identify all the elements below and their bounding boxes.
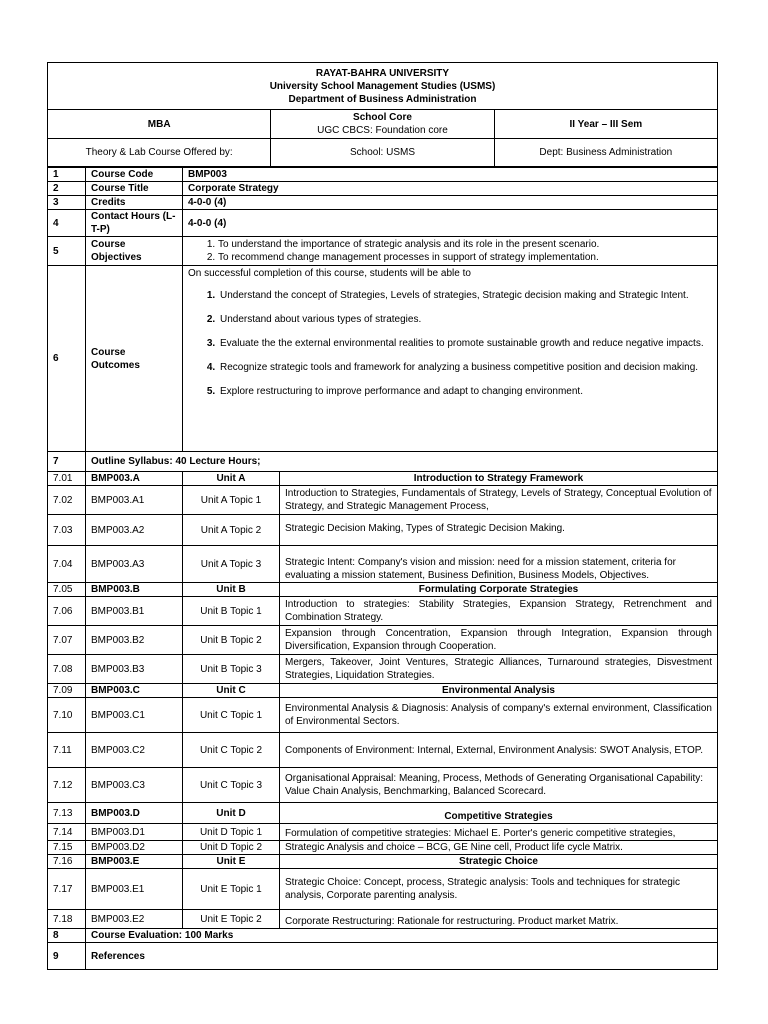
- contact-hours-value: 4-0-0 (4): [183, 210, 718, 237]
- school-core-cell: [271, 110, 494, 139]
- topic-name: Unit C Topic 3: [183, 768, 280, 803]
- topic-name: Unit E Topic 2: [183, 910, 280, 929]
- row-label: Course Title: [86, 182, 183, 196]
- row-number: 7: [48, 452, 86, 472]
- topic-name: Unit B Topic 1: [183, 597, 280, 626]
- unit-row: [48, 803, 718, 824]
- unit-title: Strategic Choice: [280, 855, 718, 869]
- row-number: 7.14: [48, 824, 86, 841]
- topic-name: Unit B Topic 3: [183, 655, 280, 684]
- unit-row: [48, 684, 718, 698]
- topic-name: Unit D Topic 2: [183, 841, 280, 855]
- row-number: 5: [48, 237, 86, 266]
- topic-name: Unit A Topic 2: [183, 515, 280, 546]
- row-number: 7.08: [48, 655, 86, 684]
- topic-name: Unit A Topic 3: [183, 546, 280, 583]
- topic-row: [48, 655, 718, 684]
- unit-code: BMP003.A: [86, 472, 183, 486]
- unit-name: Unit C: [183, 684, 280, 698]
- topic-row: [48, 869, 718, 910]
- course-title-row: [48, 182, 718, 196]
- row-number: 7.07: [48, 626, 86, 655]
- row-number: 7.02: [48, 486, 86, 515]
- topic-code: BMP003.A2: [86, 515, 183, 546]
- topic-code: BMP003.D1: [86, 824, 183, 841]
- row-number: 7.11: [48, 733, 86, 768]
- outcome-item: 2. Understand about various types of strategies.: [218, 312, 712, 327]
- course-code-value: BMP003: [183, 168, 718, 182]
- credits-value: 4-0-0 (4): [183, 196, 718, 210]
- topic-text: Formulation of competitive strategies: Michael E. Porter's generic competitive strategies,: [280, 824, 718, 841]
- topic-text: Strategic Decision Making, Types of Strategic Decision Making.: [280, 515, 718, 546]
- row-number: 7.09: [48, 684, 86, 698]
- row-number: 2: [48, 182, 86, 196]
- university-name: RAYAT-BAHRA UNIVERSITY: [315, 67, 450, 79]
- row-number: 7.06: [48, 597, 86, 626]
- topic-row: [48, 486, 718, 515]
- objective-item: 2. To recommend change management processes in support of strategy implementation.: [218, 251, 712, 264]
- offered-by-cell: Theory & Lab Course Offered by:: [48, 139, 271, 167]
- row-number: 7.17: [48, 869, 86, 910]
- contact-hours-row: [48, 210, 718, 237]
- unit-row: [48, 472, 718, 486]
- unit-name: Unit A: [183, 472, 280, 486]
- topic-text: Introduction to strategies: Stability Strategies, Expansion Strategy, Retrenchment and Combination Strategy.: [280, 597, 718, 626]
- outcome-item: 4. Recognize strategic tools and framework for analyzing a business competitive position and decision making.: [218, 360, 712, 375]
- year-sem-cell: II Year – III Sem: [494, 110, 717, 139]
- topic-name: Unit C Topic 2: [183, 733, 280, 768]
- topic-name: Unit C Topic 1: [183, 698, 280, 733]
- course-outcomes-value: [183, 266, 718, 452]
- row-label: Credits: [86, 196, 183, 210]
- topic-name: Unit D Topic 1: [183, 824, 280, 841]
- row-number: 7.05: [48, 583, 86, 597]
- program-cell: MBA: [48, 110, 271, 139]
- school-core-title: School Core: [353, 112, 412, 123]
- topic-code: BMP003.C2: [86, 733, 183, 768]
- course-details-table: [47, 167, 718, 970]
- unit-name: Unit B: [183, 583, 280, 597]
- topic-text: Components of Environment: Internal, External, Environment Analysis: SWOT Analysis, ETOP.: [280, 733, 718, 768]
- topic-name: Unit E Topic 1: [183, 869, 280, 910]
- unit-row: [48, 583, 718, 597]
- topic-text: Corporate Restructuring: Rationale for restructuring. Product market Matrix.: [280, 910, 718, 929]
- topic-text: Organisational Appraisal: Meaning, Process, Methods of Generating Organisational Capability: Value Chain Analysis, Benchmarking, Balanced Scorecard.: [280, 768, 718, 803]
- course-header-table: [47, 62, 718, 167]
- school-core-sub: UGC CBCS: Foundation core: [317, 125, 448, 136]
- topic-row: [48, 910, 718, 929]
- row-number: 7.04: [48, 546, 86, 583]
- topic-code: BMP003.E2: [86, 910, 183, 929]
- row-number: 8: [48, 929, 86, 943]
- topic-row: [48, 515, 718, 546]
- topic-code: BMP003.D2: [86, 841, 183, 855]
- outcome-item: 1. Understand the concept of Strategies, Levels of strategies, Strategic decision making and Strategic Intent.: [218, 288, 712, 303]
- syllabus-header-row: [48, 452, 718, 472]
- course-code-row: [48, 168, 718, 182]
- topic-code: BMP003.C3: [86, 768, 183, 803]
- row-number: 7.12: [48, 768, 86, 803]
- unit-row: [48, 855, 718, 869]
- row-number: 6: [48, 266, 86, 452]
- unit-name: Unit E: [183, 855, 280, 869]
- unit-code: BMP003.C: [86, 684, 183, 698]
- outcome-item: 5. Explore restructuring to improve performance and adapt to changing environment.: [218, 384, 712, 399]
- topic-code: BMP003.A3: [86, 546, 183, 583]
- row-label: Course Code: [86, 168, 183, 182]
- row-number: 7.16: [48, 855, 86, 869]
- topic-row: [48, 626, 718, 655]
- topic-code: BMP003.A1: [86, 486, 183, 515]
- topic-code: BMP003.B3: [86, 655, 183, 684]
- topic-row: [48, 841, 718, 855]
- row-number: 1: [48, 168, 86, 182]
- syllabus-label: Outline Syllabus: 40 Lecture Hours;: [86, 452, 718, 472]
- row-number: 9: [48, 943, 86, 970]
- unit-code: BMP003.B: [86, 583, 183, 597]
- topic-text: Strategic Choice: Concept, process, Strategic analysis: Tools and techniques for strategic analysis, Corporate parenting analysis.: [280, 869, 718, 910]
- objectives-list: [188, 238, 712, 264]
- school-label-cell: School: USMS: [271, 139, 494, 167]
- unit-name: Unit D: [183, 803, 280, 824]
- unit-title: Introduction to Strategy Framework: [280, 472, 718, 486]
- course-objectives-row: [48, 237, 718, 266]
- row-number: 4: [48, 210, 86, 237]
- course-evaluation-row: [48, 929, 718, 943]
- topic-code: BMP003.B2: [86, 626, 183, 655]
- topic-row: [48, 733, 718, 768]
- topic-text: Environmental Analysis & Diagnosis: Analysis of company's external environment, Classification of Environmental Sectors.: [280, 698, 718, 733]
- topic-row: [48, 597, 718, 626]
- row-number: 7.13: [48, 803, 86, 824]
- topic-text: Mergers, Takeover, Joint Ventures, Strategic Alliances, Turnaround strategies, Disvestment Strategies, Liquidation Strategies.: [280, 655, 718, 684]
- row-number: 7.01: [48, 472, 86, 486]
- topic-name: Unit B Topic 2: [183, 626, 280, 655]
- row-number: 7.15: [48, 841, 86, 855]
- credits-row: [48, 196, 718, 210]
- topic-text: Introduction to Strategies, Fundamentals of Strategy, Levels of Strategy, Conceptual Evolution of Strategy, and Strategic Management Process,: [280, 486, 718, 515]
- objective-item: 1. To understand the importance of strategic analysis and its role in the present scenario.: [218, 238, 712, 251]
- dept-label-cell: Dept: Business Administration: [494, 139, 717, 167]
- course-objectives-value: [183, 237, 718, 266]
- references-row: [48, 943, 718, 970]
- topic-row: [48, 768, 718, 803]
- row-number: 3: [48, 196, 86, 210]
- topic-code: BMP003.E1: [86, 869, 183, 910]
- topic-text: Strategic Analysis and choice – BCG, GE Nine cell, Product life cycle Matrix.: [280, 841, 718, 855]
- row-label: Course Objectives: [86, 237, 183, 266]
- topic-text: Expansion through Concentration, Expansion through Integration, Expansion through Diversification, Expansion through Cooperation.: [280, 626, 718, 655]
- outcomes-intro: On successful completion of this course, students will be able to: [188, 268, 471, 279]
- course-title-value: Corporate Strategy: [183, 182, 718, 196]
- row-number: 7.03: [48, 515, 86, 546]
- topic-row: [48, 698, 718, 733]
- topic-row: [48, 546, 718, 583]
- topic-name: Unit A Topic 1: [183, 486, 280, 515]
- row-label: Contact Hours (L-T-P): [86, 210, 183, 237]
- topic-code: BMP003.B1: [86, 597, 183, 626]
- unit-code: BMP003.D: [86, 803, 183, 824]
- row-number: 7.10: [48, 698, 86, 733]
- row-number: 7.18: [48, 910, 86, 929]
- course-evaluation-label: Course Evaluation: 100 Marks: [86, 929, 718, 943]
- outcomes-list: [188, 288, 712, 399]
- course-outcomes-row: [48, 266, 718, 452]
- row-label: Course Outcomes: [86, 266, 183, 452]
- university-header: [48, 63, 718, 110]
- unit-title: Formulating Corporate Strategies: [280, 583, 718, 597]
- topic-row: [48, 824, 718, 841]
- school-name: University School Management Studies (USMS): [269, 80, 496, 92]
- references-label: References: [86, 943, 718, 970]
- department-name: Department of Business Administration: [288, 93, 477, 105]
- topic-code: BMP003.C1: [86, 698, 183, 733]
- unit-title: Competitive Strategies: [280, 803, 718, 824]
- topic-text: Strategic Intent: Company's vision and mission: need for a mission statement, criteria for evaluating a mission statement, Business Definition, Business Models, Objectives.: [280, 546, 718, 583]
- outcome-item: 3. Evaluate the the external environmental realities to promote sustainable growth and reduce negative impacts.: [218, 336, 712, 351]
- unit-code: BMP003.E: [86, 855, 183, 869]
- unit-title: Environmental Analysis: [280, 684, 718, 698]
